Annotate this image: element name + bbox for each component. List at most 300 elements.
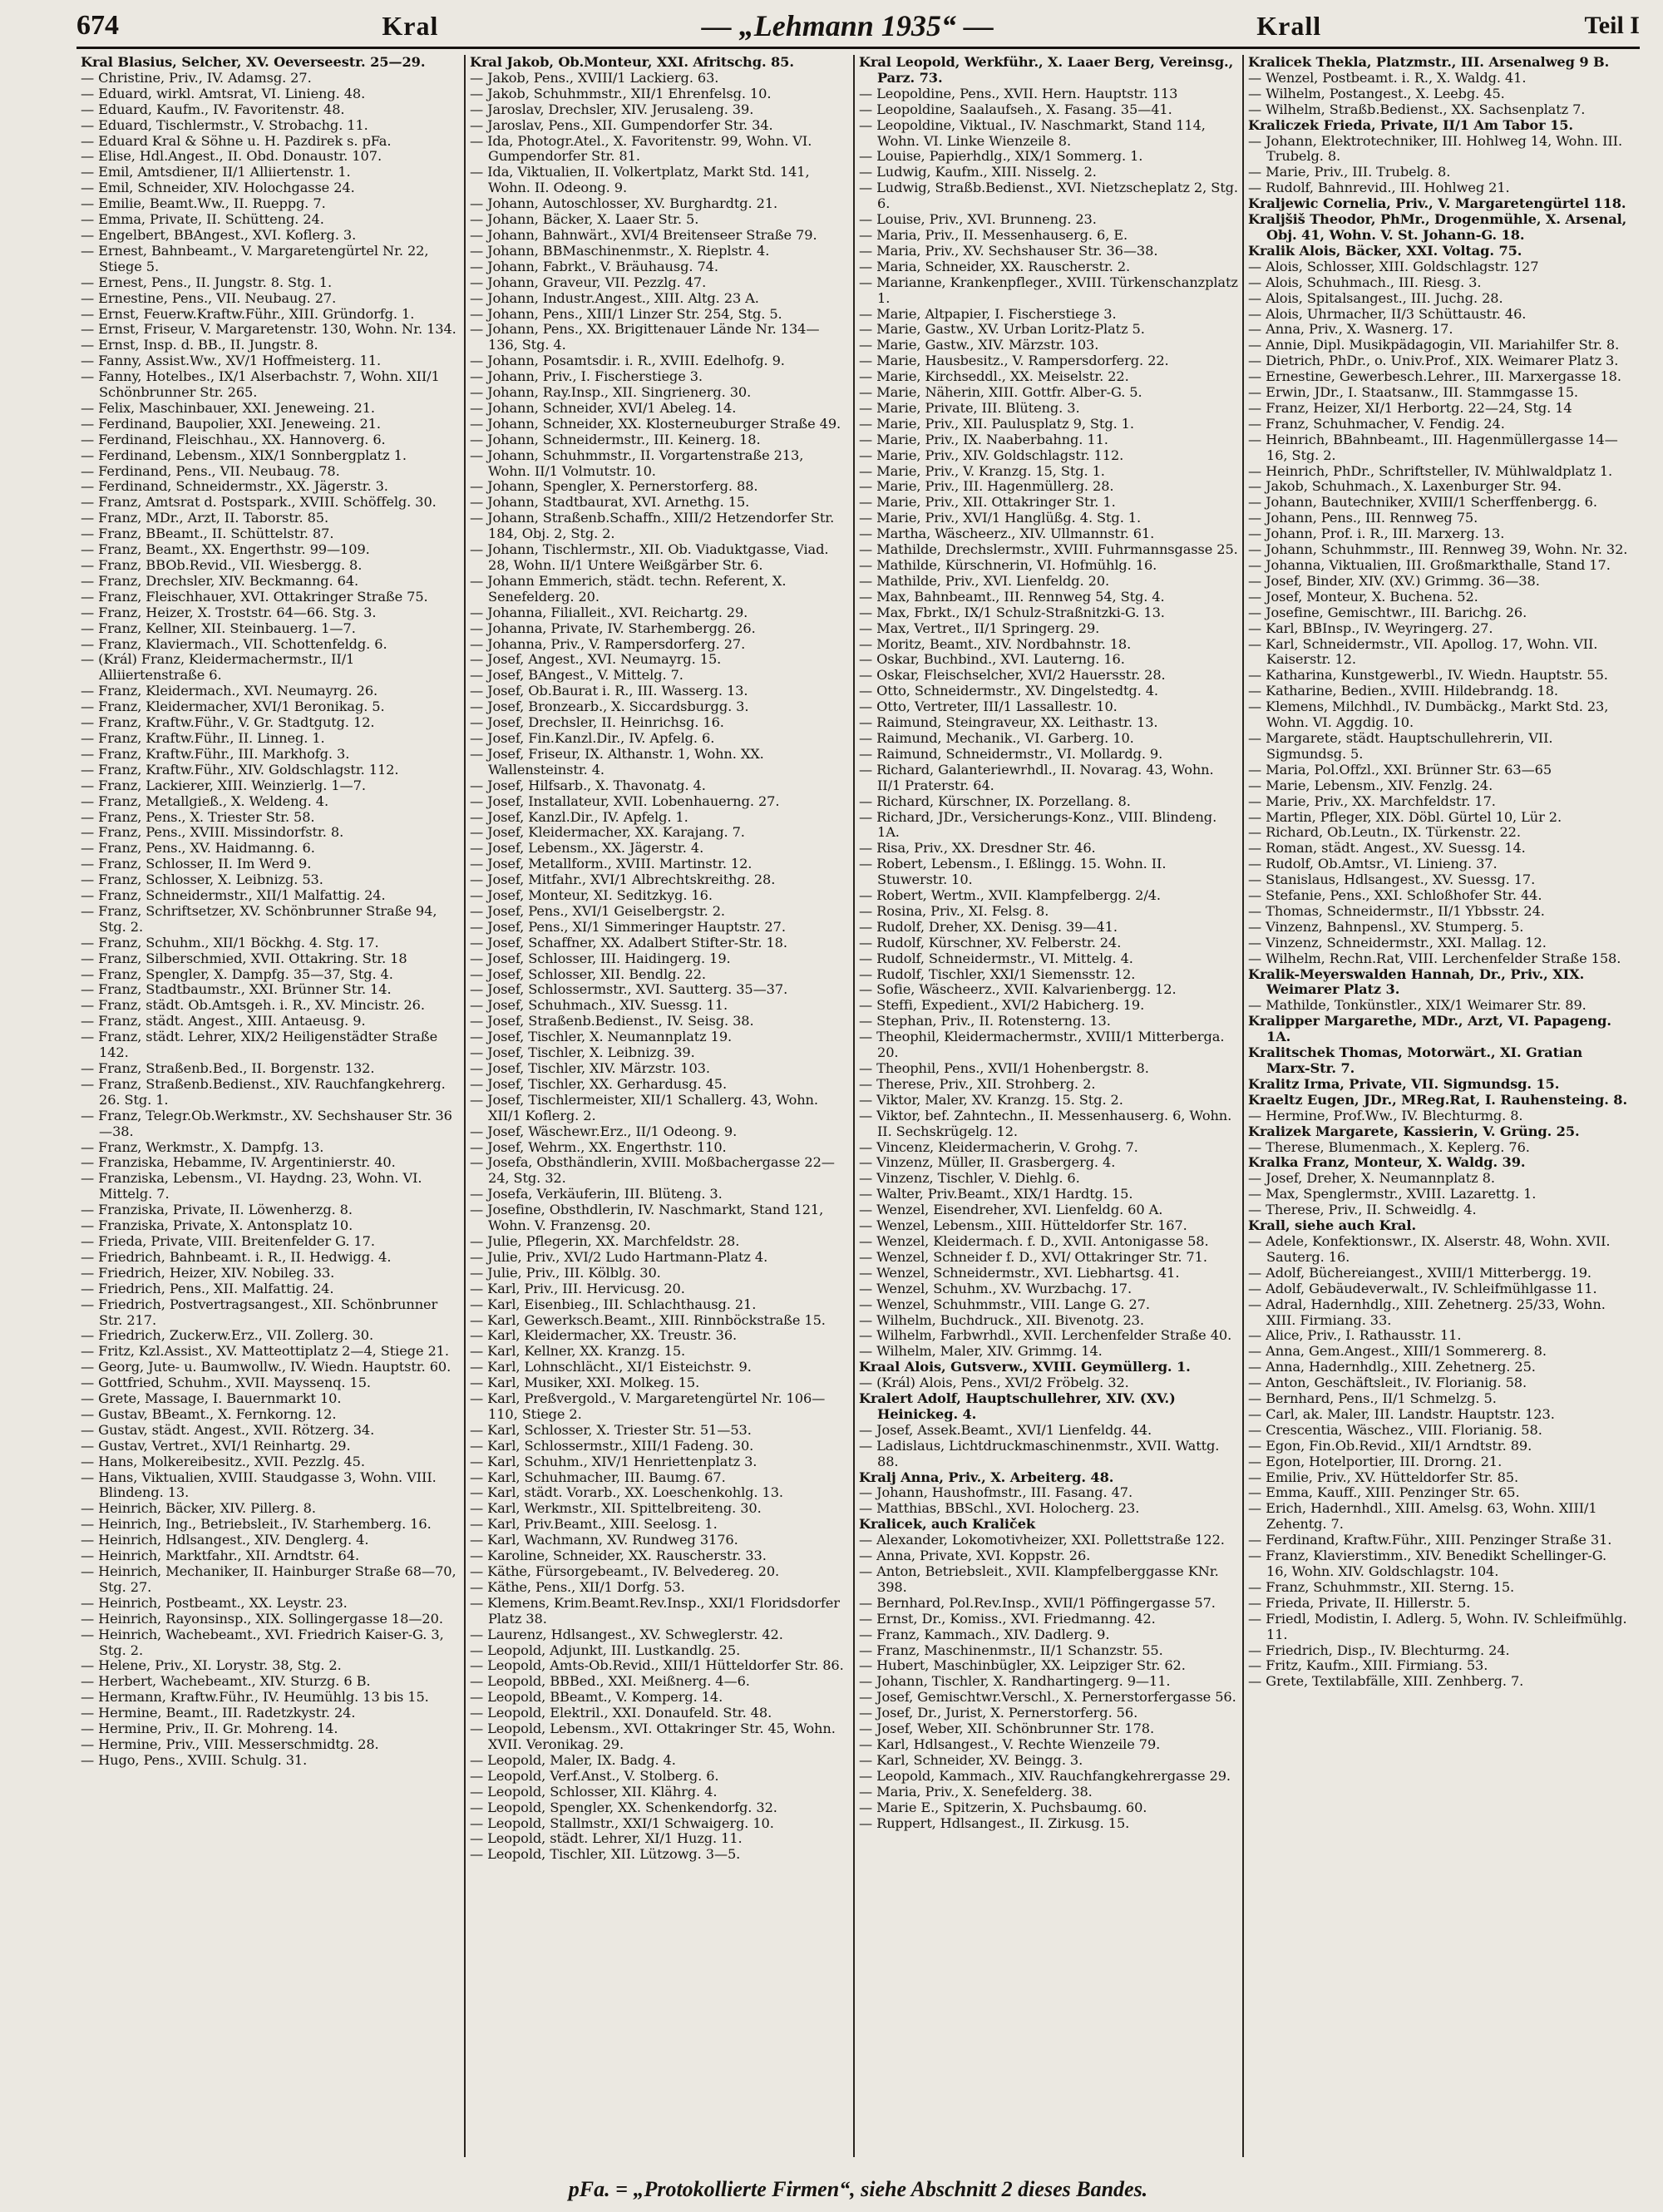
directory-entry: — Karoline, Schneider, XX. Rauscherstr. 33. [470,1548,767,1564]
directory-entry: — Karl, Schlosser, X. Triester Str. 51—53. [470,1421,752,1438]
directory-entry: — Hugo, Pens., XVIII. Schulg. 31. [81,1751,308,1768]
directory-entry: — Marie, Hausbesitz., V. Rampersdorferg. 22. [859,353,1169,369]
directory-entry: — Marianne, Krankenpfleger., XVIII. Türkenschanzplatz 1. [859,274,1238,306]
directory-entry: — Emma, Private, II. Schütteng. 24. [81,211,324,228]
directory-entry: — Emma, Kauff., XIII. Penzinger Str. 65. [1248,1484,1520,1501]
directory-entry: — Josef, Schlosser, III. Haidingerg. 19. [470,950,731,966]
directory-entry: — Julie, Priv., XVI/2 Ludo Hartmann-Platz 4. [470,1248,768,1265]
directory-entry: — Leopold, Stallmstr., XXI/1 Schwaigerg. 10. [470,1815,774,1831]
directory-entry: — Friedrich, Heizer, XIV. Nobileg. 33. [81,1264,335,1281]
directory-entry: — Franz, Kleidermach., XVI. Neumayrg. 26. [81,683,378,699]
directory-entry: — Johann, Priv., I. Fischerstiege 3. [470,368,703,385]
directory-entry: — Franz, Pens., X. Triester Str. 58. [81,808,315,825]
directory-entry: — Maria, Priv., XV. Sechshauser Str. 36—38. [859,242,1158,259]
directory-entry: — Eduard Kral & Söhne u. H. Pazdirek s. pFa. [81,132,392,149]
directory-entry: — Otto, Schneidermstr., XV. Dingelstedtg. 4. [859,683,1158,699]
directory-entry: — Johann, Straßenb.Schaffn., XIII/2 Hetzendorfer Str. 184, Obj. 2, Stg. 2. [470,510,835,542]
directory-entry: — Wenzel, Postbeamt. i. R., X. Waldg. 41. [1248,69,1527,86]
directory-entry: — Vinzenz, Tischler, V. Diehlg. 6. [859,1170,1080,1187]
directory-entry: Kraeltz Eugen, JDr., MReg.Rat, I. Rauhensteing. 8. [1248,1091,1627,1108]
directory-entry: — Louise, Papierhdlg., XIX/1 Sommerg. 1. [859,148,1143,165]
directory-entry: — Josef, Tischlermeister, XII/1 Schallerg. 43, Wohn. XII/1 Koflerg. 2. [470,1091,818,1123]
directory-entry: — Marie, Priv., XIV. Goldschlagstr. 112. [859,447,1124,463]
directory-entry: — Josefine, Obsthdlerin, IV. Naschmarkt, Stand 121, Wohn. V. Franzensg. 20. [470,1202,824,1234]
directory-entry: — Josef, Tischler, X. Leibnizg. 39. [470,1044,695,1061]
directory-entry: — Josef, Mitfahr., XVI/1 Albrechtskreithg. 28. [470,871,776,888]
directory-entry: — Richard, Ob.Leutn., IX. Türkenstr. 22. [1248,824,1521,841]
directory-entry: — Maria, Priv., II. Messenhauserg. 6, E. [859,226,1128,243]
directory-entry: — Josef, Dreher, X. Neumannplatz 8. [1248,1170,1495,1187]
directory-entry: — Hans, Molkereibesitz., XVII. Pezzlg. 45. [81,1453,365,1469]
directory-entry: — Josef, Fin.Kanzl.Dir., IV. Apfelg. 6. [470,729,715,746]
directory-entry: — Jakob, Schuhmmstr., XII/1 Ehrenfelsg. 10. [470,85,772,101]
directory-entry: — Hermine, Beamt., III. Radetzkystr. 24. [81,1705,356,1721]
directory-entry: — Margarete, städt. Hauptschullehrerin, VII. Sigmundsg. 5. [1248,729,1553,762]
directory-entry: — Friedl, Modistin, I. Adlerg. 5, Wohn. IV. Schleifmühlg. 11. [1248,1610,1627,1642]
directory-entry: — Franz, BBeamt., II. Schüttelstr. 87. [81,526,334,542]
directory-entry: — Maria, Priv., X. Senefelderg. 38. [859,1783,1093,1800]
directory-entry: — Johann, BBMaschinenmstr., X. Rieplstr. 4. [470,242,770,259]
directory-entry: — Johann, Schneidermstr., III. Keinerg. 18. [470,431,761,447]
directory-entry: — Egon, Fin.Ob.Revid., XII/1 Arndtstr. 89. [1248,1437,1532,1454]
directory-entry: — Rudolf, Ob.Amtsr., VI. Linieng. 37. [1248,856,1498,872]
directory-entry: — Adolf, Gebäudeverwalt., IV. Schleifmühlgasse 11. [1248,1280,1597,1296]
directory-entry: Kraljšiš Theodor, PhMr., Drogenmühle, X. Arsenal, Obj. 41, Wohn. V. St. Johann-G. 18. [1248,211,1627,243]
directory-entry: — Ludwig, Straßb.Bedienst., XVI. Nietzscheplatz 2, Stg. 6. [859,180,1238,212]
directory-entry: — Ludwig, Kaufm., XIII. Nisselg. 2. [859,164,1097,180]
directory-entry: — Franz, Fleischhauer, XVI. Ottakringer Straße 75. [81,588,428,605]
directory-entry: — Franziska, Private, X. Antonsplatz 10. [81,1217,353,1234]
directory-entry: — Vinzenz, Schneidermstr., XXI. Mallag. 12. [1248,934,1547,950]
directory-entry: — Katharina, Kunstgewerbl., IV. Wiedn. Hauptstr. 55. [1248,667,1608,684]
directory-entry: Kral Blasius, Selcher, XV. Oeverseestr. 25—29. [81,55,426,70]
directory-entry: — Anna, Gem.Angest., XIII/1 Sommererg. 8. [1248,1343,1547,1360]
directory-entry: — Karl, Eisenbieg., III. Schlachthausg. 21. [470,1296,757,1312]
directory-entry: — Heinrich, Rayonsinsp., XIX. Sollingergasse 18—20. [81,1610,443,1627]
directory-entry: — Josef, Pens., XI/1 Simmeringer Hauptstr. 27. [470,918,786,935]
directory-entry: — Josef, Ob.Baurat i. R., III. Wasserg. 13. [470,683,748,699]
directory-columns [76,55,1640,2157]
column-3 [855,55,1244,2157]
directory-entry: — Josef, Angest., XVI. Neumayrg. 15. [470,651,722,668]
directory-entry: — Johann, Elektrotechniker, III. Hohlweg 14, Wohn. III. Trubelg. 8. [1248,132,1623,165]
directory-entry: — Anna, Private, XVI. Koppstr. 26. [859,1548,1091,1564]
directory-entry: — Anna, Priv., X. Wasnerg. 17. [1248,321,1453,338]
column-1 [76,55,466,2157]
directory-entry: — Johann, Autoschlosser, XV. Burghardtg. 21. [470,195,778,212]
directory-entry: — Leopoldine, Saalaufseh., X. Fasang. 35—41. [859,101,1172,117]
directory-entry: Kral Jakob, Ob.Monteur, XXI. Afritschg. 85. [470,55,794,70]
directory-entry: — Marie, Gastw., XV. Urban Loritz-Platz 5. [859,321,1145,338]
directory-entry: — Johann, Schuhmmstr., III. Rennweg 39, Wohn. Nr. 32. [1248,541,1628,558]
directory-entry: — Ernst, Feuerw.Kraftw.Führ., XIII. Gründorfg. 1. [81,305,415,322]
directory-entry: — Heinrich, Bäcker, XIV. Pillerg. 8. [81,1500,316,1517]
directory-entry: — Richard, Kürschner, IX. Porzellang. 8. [859,792,1131,809]
directory-entry: — Franz, Schlosser, X. Leibnizg. 53. [81,871,323,888]
directory-entry: — Leopold, Schlosser, XII. Klährg. 4. [470,1783,718,1800]
directory-entry: — Matthias, BBSchl., XVI. Holocherg. 23. [859,1500,1140,1517]
directory-entry: — Ernst, Friseur, V. Margaretenstr. 130, Wohn. Nr. 134. [81,321,456,338]
directory-entry: — Heinrich, Postbeamt., XX. Leystr. 23. [81,1594,348,1611]
directory-entry: — Franz, Straßenb.Bedienst., XIV. Rauchfangkehrerg. 26. Stg. 1. [81,1075,446,1108]
directory-entry: Kraliczek Frieda, Private, II/1 Am Tabor 15. [1248,116,1573,133]
directory-entry: — Risa, Priv., XX. Dresdner Str. 46. [859,840,1096,857]
directory-entry: — Oskar, Fleischselcher, XVI/2 Hauersstr. 28. [859,667,1166,684]
directory-entry: — Johanna, Viktualien, III. Großmarkthalle, Stand 17. [1248,557,1611,573]
directory-entry: — Grete, Textilabfälle, XIII. Zenhberg. 7. [1248,1673,1524,1690]
directory-entry: — (Král) Franz, Kleidermachermstr., II/1 Alliiertenstraße 6. [81,651,355,684]
directory-entry: — Theophil, Kleidermachermstr., XVIII/1 Mitterberga. 20. [859,1029,1225,1061]
directory-entry: — Josef, Tischler, XX. Gerhardusg. 45. [470,1075,728,1092]
directory-entry: — Josef, Wäschewr.Erz., II/1 Odeong. 9. [470,1123,738,1139]
directory-entry: — Ernestine, Pens., VII. Neubaug. 27. [81,289,337,306]
directory-entry: — Karl, Schneider, XV. Beingg. 3. [859,1751,1083,1768]
directory-entry: — Johann, Fabrkt., V. Bräuhausg. 74. [470,258,718,274]
directory-entry: Kraljewic Cornelia, Priv., V. Margaretengürtel 118. [1248,195,1626,212]
directory-entry: — Karl, Hdlsangest., V. Rechte Wienzeile 79. [859,1736,1161,1752]
directory-entry: — Heinrich, BBahnbeamt., III. Hagenmüllergasse 14—16, Stg. 2. [1248,431,1618,463]
header-keyword-right: Krall [1256,10,1322,41]
directory-entry: — Karl, Schlossermstr., XIII/1 Fadeng. 30. [470,1437,754,1454]
directory-entry: — Julie, Priv., III. Kölblg. 30. [470,1264,661,1281]
directory-entry: — Franz, Schuhmmstr., XII. Sterng. 15. [1248,1578,1515,1595]
directory-entry: — Robert, Wertm., XVII. Klampfelbergg. 2/4. [859,887,1161,904]
directory-entry: — Alois, Schlosser, XIII. Goldschlagstr. 127 [1248,258,1539,274]
directory-entry: — Rudolf, Schneidermstr., VI. Mittelg. 4. [859,950,1133,966]
directory-entry: — Adolf, Büchereiangest., XVIII/1 Mitterbergg. 19. [1248,1264,1591,1281]
directory-entry: — Mathilde, Tonkünstler., XIX/1 Weimarer Str. 89. [1248,997,1587,1014]
directory-entry: — Alice, Priv., I. Rathausstr. 11. [1248,1327,1462,1344]
directory-entry: Krall, siehe auch Kral. [1248,1217,1417,1234]
directory-entry: — Franz, Schlosser, II. Im Werd 9. [81,856,312,872]
directory-entry: — Josef, Assek.Beamt., XVI/1 Lienfeldg. 44. [859,1421,1152,1438]
directory-entry: — Marie, Altpapier, I. Fischerstiege 3. [859,305,1117,322]
directory-entry: — Jakob, Schuhmach., X. Laxenburger Str. 94. [1248,478,1562,495]
directory-entry: — Ruppert, Hdlsangest., II. Zirkusg. 15. [859,1815,1130,1831]
directory-entry: — Marie, Priv., XII. Paulusplatz 9, Stg. 1. [859,415,1134,432]
directory-entry: — Karl, Kleidermacher, XX. Treustr. 36. [470,1327,738,1344]
directory-entry: — Hermine, Priv., VIII. Messerschmidtg. 28. [81,1736,379,1752]
directory-entry: — Georg, Jute- u. Baumwollw., IV. Wiedn. Hauptstr. 60. [81,1359,452,1375]
directory-entry: — Rudolf, Bahnrevid., III. Hohlweg 21. [1248,180,1510,196]
directory-entry: — Ferdinand, Lebensm., XIX/1 Sonnbergplatz 1. [81,447,407,463]
directory-entry: — Gustav, städt. Angest., XVII. Rötzerg. 34. [81,1421,375,1438]
directory-entry: — Ferdinand, Baupolier, XXI. Jeneweing. 21. [81,415,381,432]
directory-entry: — Fanny, Assist.Ww., XV/1 Hoffmeisterg. 11. [81,353,381,369]
directory-entry: — Karl, Schuhmacher, III. Baumg. 67. [470,1469,726,1485]
directory-entry: — Felix, Maschinbauer, XXI. Jeneweing. 21. [81,399,375,416]
header-rule [76,47,1640,49]
directory-entry: — Franz, Schuhm., XII/1 Böckhg. 4. Stg. 17. [81,934,379,950]
directory-entry: — Josef, Wehrm., XX. Engerthstr. 110. [470,1138,727,1155]
directory-entry: — Stanislaus, Hdlsangest., XV. Suessg. 17. [1248,871,1536,888]
directory-entry: — Franz, Metallgieß., X. Weldeng. 4. [81,792,328,809]
directory-entry: Kralka Franz, Monteur, X. Waldg. 39. [1248,1154,1526,1171]
directory-entry: — Karl, Preßvergold., V. Margaretengürtel Nr. 106—110, Stiege 2. [470,1390,826,1422]
directory-entry: — Ferdinand, Schneidermstr., XX. Jägerstr. 3. [81,478,388,495]
directory-entry: — Josef, Schuhmach., XIV. Suessg. 11. [470,997,728,1014]
directory-entry: — Marie, Priv., III. Hagenmüllerg. 28. [859,478,1114,495]
directory-entry: — Leopold, Lebensm., XVI. Ottakringer Str. 45, Wohn. XVII. Veronikag. 29. [470,1721,836,1752]
directory-entry: — Erich, Hadernhdl., XIII. Amelsg. 63, Wohn. XIII/1 Zehentg. 7. [1248,1500,1597,1533]
directory-entry: — Mathilde, Priv., XVI. Lienfeldg. 20. [859,572,1110,589]
directory-entry: — Josef, Friseur, IX. Althanstr. 1, Wohn. XX. Wallensteinstr. 4. [470,745,764,778]
directory-entry: — Raimund, Mechanik., VI. Garberg. 10. [859,729,1134,746]
directory-entry: — Fritz, Kaufm., XIII. Firmiang. 53. [1248,1657,1488,1674]
directory-entry: — Fanny, Hotelbes., IX/1 Alserbachstr. 7, Wohn. XII/1 Schönbrunner Str. 265. [81,368,440,401]
directory-entry: — Leopold, städt. Lehrer, XI/1 Huzg. 11. [470,1830,743,1847]
directory-entry: — Franz, Klavierstimm., XIV. Benedikt Schellinger-G. 16, Wohn. XIV. Goldschlagstr. 104. [1248,1548,1606,1579]
directory-entry: Kralj Anna, Priv., X. Arbeiterg. 48. [859,1469,1114,1485]
directory-entry: — Franz, Spengler, X. Dampfg. 35—37, Stg. 4. [81,965,393,982]
directory-entry: — Grete, Massage, I. Bauernmarkt 10. [81,1390,342,1407]
directory-entry: — Franz, Lackierer, XIII. Weinzierlg. 1—7. [81,777,366,793]
directory-entry: — Marie, Lebensm., XIV. Fenzlg. 24. [1248,777,1493,793]
directory-entry: — Wenzel, Lebensm., XIII. Hütteldorfer Str. 167. [859,1217,1187,1234]
directory-entry: — Frieda, Private, II. Hillerstr. 5. [1248,1594,1471,1611]
directory-entry: — Marie, Priv., XX. Marchfeldstr. 17. [1248,792,1496,809]
directory-entry: — Johann, Posamtsdir. i. R., XVIII. Edelhofg. 9. [470,353,785,369]
directory-entry: — Johann, Spengler, X. Pernerstorferg. 88. [470,478,758,495]
directory-entry: — Leopold, Adjunkt, III. Lustkandlg. 25. [470,1642,741,1658]
directory-entry: — Franz, Drechsler, XIV. Beckmanng. 64. [81,572,359,589]
directory-entry: — Josef, BAngest., V. Mittelg. 7. [470,667,683,684]
directory-entry: — Annie, Dipl. Musikpädagogin, VII. Mariahilfer Str. 8. [1248,337,1620,353]
directory-entry: — Max, Bahnbeamt., III. Rennweg 54, Stg. 4. [859,588,1165,605]
directory-entry: — Johann, Prof. i. R., III. Marxerg. 13. [1248,526,1505,542]
directory-entry: — Eduard, Tischlermstr., V. Strobachg. 11. [81,116,368,133]
directory-entry: — Johann, Schuhmmstr., II. Vorgartenstraße 213, Wohn. II/1 Volmutstr. 10. [470,447,804,479]
directory-entry: — Roman, städt. Angest., XV. Suessg. 14. [1248,840,1526,857]
directory-entry: — Josef, Drechsler, II. Heinrichsg. 16. [470,714,724,731]
directory-entry: — Franz, Amtsrat d. Postspark., XVIII. Schöffelg. 30. [81,494,437,511]
directory-entry: — Josef, Monteur, X. Buchena. 52. [1248,588,1478,605]
directory-entry: — Jaroslav, Pens., XII. Gumpendorfer Str. 34. [470,116,773,133]
directory-entry: — Alois, Schuhmach., III. Riesg. 3. [1248,274,1482,290]
directory-entry: — Frieda, Private, VIII. Breitenfelder G. 17. [81,1232,375,1249]
directory-entry: — Emil, Schneider, XIV. Holochgasse 24. [81,180,355,196]
directory-entry: — Egon, Hotelportier, III. Drorng. 21. [1248,1453,1503,1469]
directory-entry: — Marie, Näherin, XIII. Gottfr. Alber-G. 5. [859,384,1142,401]
directory-entry: — Heinrich, Marktfahr., XII. Arndtstr. 64. [81,1548,360,1564]
directory-entry: — Franz, Kammach., XIV. Dadlerg. 9. [859,1626,1110,1642]
directory-entry: — Franz, Heizer, XI/1 Herbortg. 22—24, Stg. 14 [1248,399,1572,416]
directory-entry: — Franz, städt. Lehrer, XIX/2 Heiligenstädter Straße 142. [81,1029,438,1061]
directory-entry: — Martha, Wäscheerz., XIV. Ullmannstr. 61. [859,526,1155,542]
directory-entry: — Johann, Pens., III. Rennweg 75. [1248,510,1478,526]
directory-entry: — Herbert, Wachebeamt., XIV. Sturzg. 6 B. [81,1673,371,1690]
directory-entry: — Johann, Bautechniker, XVIII/1 Scherffenbergg. 6. [1248,494,1597,511]
directory-entry: — Ida, Viktualien, II. Volkertplatz, Markt Std. 141, Wohn. II. Odeong. 9. [470,164,810,196]
directory-entry: — Richard, Galanteriewrhdl., II. Novarag. 43, Wohn. II/1 Praterstr. 64. [859,761,1214,793]
directory-entry: — Marie, Priv., IX. Naaberbahng. 11. [859,431,1108,447]
directory-entry: — Hubert, Maschinbügler, XX. Leipziger Str. 62. [859,1657,1186,1674]
directory-entry: — Gottfried, Schuhm., XVII. Mayssenq. 15. [81,1375,371,1391]
directory-entry: — Franz, Kraftw.Führ., XIV. Goldschlagstr. 112. [81,761,399,778]
directory-entry: — Ferdinand, Fleischhau., XX. Hannoverg. 6. [81,431,386,447]
directory-entry: — Josefa, Verkäuferin, III. Blüteng. 3. [470,1186,723,1202]
directory-entry: — Johann Emmerich, städt. techn. Referent, X. Senefelderg. 20. [470,572,787,605]
directory-entry: — Wilhelm, Buchdruck., XII. Bivenotg. 23. [859,1311,1144,1328]
directory-entry: — Christine, Priv., IV. Adamsg. 27. [81,69,312,86]
part-label: Teil I [1584,12,1640,39]
directory-entry: — Anton, Betriebsleit., XVII. Klampfelberggasse KNr. 398. [859,1563,1219,1595]
directory-entry: — Elise, Hdl.Angest., II. Obd. Donaustr. 107. [81,148,382,165]
directory-entry: — Josef, Pens., XVI/1 Geiselbergstr. 2. [470,902,725,919]
directory-entry: — Johann, Graveur, VII. Pezzlg. 47. [470,274,707,290]
directory-entry: — Rosina, Priv., XI. Felsg. 8. [859,902,1049,919]
directory-entry: — Franz, Straßenb.Bed., II. Borgenstr. 132. [81,1060,375,1076]
directory-entry: — Moritz, Beamt., XIV. Nordbahnstr. 18. [859,635,1132,652]
directory-entry: — Heinrich, Wachebeamt., XVI. Friedrich Kaiser-G. 3, Stg. 2. [81,1626,444,1658]
directory-entry: — Oskar, Buchbind., XVI. Lauterng. 16. [859,651,1125,668]
directory-entry: Kralert Adolf, Hauptschullehrer, XIV. (XV.) Heinickeg. 4. [859,1390,1176,1422]
directory-entry: — Franz, Beamt., XX. Engerthstr. 99—109. [81,541,370,558]
directory-entry: — Franz, Pens., XV. Haidmanng. 6. [81,840,315,857]
directory-entry: — Leopold, BBeamt., V. Komperg. 14. [470,1689,723,1706]
directory-entry: — Steffi, Expedient., XVI/2 Habicherg. 19. [859,997,1145,1014]
directory-entry: — Franz, Kraftw.Führ., V. Gr. Stadtgutg. 12. [81,714,375,731]
directory-entry: — Laurenz, Hdlsangest., XV. Schweglerstr. 42. [470,1626,783,1642]
directory-entry: — Josef, Weber, XII. Schönbrunner Str. 178. [859,1721,1155,1737]
directory-entry: — Ida, Photogr.Atel., X. Favoritenstr. 99, Wohn. VI. Gumpendorfer Str. 81. [470,132,812,165]
directory-entry: — Franz, Schriftsetzer, XV. Schönbrunner Straße 94, Stg. 2. [81,902,437,935]
directory-entry: — Mathilde, Kürschnerin, VI. Hofmühlg. 16. [859,557,1157,573]
directory-entry: — Max, Fbrkt., IX/1 Schulz-Straßnitzki-G. 13. [859,604,1165,620]
directory-entry: — Hans, Viktualien, XVIII. Staudgasse 3, Wohn. VIII. Blindeng. 13. [81,1469,437,1501]
directory-entry: — Julie, Pflegerin, XX. Marchfeldstr. 28. [470,1232,740,1249]
directory-entry: — Johann, Industr.Angest., XIII. Altg. 23 A. [470,289,759,306]
directory-entry: — Therese, Blumenmach., X. Keplerg. 76. [1248,1138,1530,1155]
page-header [76,7,1640,45]
directory-entry: — Leopoldine, Pens., XVII. Hern. Hauptstr. 113 [859,85,1178,101]
directory-entry: — Therese, Priv., XII. Strohberg. 2. [859,1075,1096,1092]
directory-entry: — Helene, Priv., XI. Lorystr. 38, Stg. 2. [81,1657,342,1674]
directory-entry: — Marie, Kirchseddl., XX. Meiselstr. 22. [859,368,1129,385]
directory-entry: — Wilhelm, Farbwrhdl., XVII. Lerchenfelder Straße 40. [859,1327,1232,1344]
directory-entry: — Alois, Spitalsangest., III. Juchg. 28. [1248,289,1503,306]
directory-entry: — Wenzel, Schuhmmstr., VIII. Lange G. 27. [859,1296,1150,1312]
directory-entry: — Karl, Schuhm., XIV/1 Henriettenplatz 3. [470,1453,757,1469]
directory-entry: — Ferdinand, Kraftw.Führ., XIII. Penzinger Straße 31. [1248,1532,1612,1548]
directory-entry: — Dietrich, PhDr., o. Univ.Prof., XIX. Weimarer Platz 3. [1248,353,1619,369]
directory-entry: — Alois, Uhrmacher, II/3 Schüttaustr. 46. [1248,305,1527,322]
directory-entry: — Johann, Stadtbaurat, XVI. Arnethg. 15. [470,494,750,511]
directory-entry: — Josef, Schlosser, XII. Bendlg. 22. [470,965,706,982]
directory-entry: — Raimund, Schneidermstr., VI. Mollardg. 9. [859,745,1163,762]
directory-entry: — Karl, Priv., III. Hervicusg. 20. [470,1280,685,1296]
directory-entry: Kralik-Meyerswalden Hannah, Dr., Priv., XIX. Weimarer Platz 3. [1248,965,1585,998]
directory-entry: — Josef, Installateur, XVII. Lobenhauerng. 27. [470,792,780,809]
directory-entry: — Johann, Tischler, X. Randhartingerg. 9—11. [859,1673,1171,1690]
directory-entry: — Karl, Priv.Beamt., XIII. Seelosg. 1. [470,1516,718,1533]
directory-entry: — Hermine, Priv., II. Gr. Mohreng. 14. [81,1721,338,1737]
directory-entry: — Anton, Geschäftsleit., IV. Florianig. 58. [1248,1375,1527,1391]
directory-entry: — Leopold, Maler, IX. Badg. 4. [470,1751,676,1768]
directory-entry: — Karl, BBInsp., IV. Weyringerg. 27. [1248,620,1493,636]
directory-entry: — Rudolf, Kürschner, XV. Felberstr. 24. [859,934,1122,950]
directory-entry: — Johann, Pens., XIII/1 Linzer Str. 254, Stg. 5. [470,305,782,322]
directory-entry: — Friedrich, Pens., XII. Malfattig. 24. [81,1280,334,1296]
directory-entry: — Franz, Heizer, X. Troststr. 64—66. Stg. 3. [81,604,377,620]
directory-entry: — Erwin, JDr., I. Staatsanw., III. Stammgasse 15. [1248,384,1578,401]
directory-entry: — Franziska, Hebamme, IV. Argentinierstr. 40. [81,1154,396,1171]
directory-entry: — Franz, Schuhmacher, V. Fendig. 24. [1248,415,1505,432]
directory-entry: — Leopold, BBBed., XXI. Meißnerg. 4—6. [470,1673,750,1690]
directory-entry: — Johann, Bahnwärt., XVI/4 Breitenseer Straße 79. [470,226,817,243]
header-keyword-left: Kral [382,10,439,41]
directory-entry: — Franz, MDr., Arzt, II. Taborstr. 85. [81,510,329,526]
directory-entry: — Friedrich, Bahnbeamt. i. R., II. Hedwigg. 4. [81,1248,392,1265]
directory-entry: — Johann, Haushofmstr., III. Fasang. 47. [859,1484,1133,1501]
directory-entry: — Josef, Binder, XIV. (XV.) Grimmg. 36—38. [1248,572,1540,589]
directory-entry: — Max, Vertret., II/1 Springerg. 29. [859,620,1100,636]
directory-entry: — Josef, Hilfsarb., X. Thavonatg. 4. [470,777,706,793]
directory-entry: — Klemens, Krim.Beamt.Rev.Insp., XXI/1 Floridsdorfer Platz 38. [470,1594,840,1627]
directory-entry: — Crescentia, Wäschez., VIII. Florianig. 58. [1248,1421,1542,1438]
directory-entry: — Gustav, Vertret., XVI/1 Reinhartg. 29. [81,1437,351,1454]
directory-entry: — Franz, Kellner, XII. Steinbauerg. 1—7. [81,620,356,636]
directory-entry: — Josef, Tischler, XIV. Märzstr. 103. [470,1060,710,1076]
directory-entry: — Josef, Gemischtwr.Verschl., X. Pernerstorfergasse 56. [859,1689,1236,1706]
directory-entry: — Franziska, Private, II. Löwenherzg. 8. [81,1202,353,1218]
directory-entry: — Theophil, Pens., XVII/1 Hohenbergstr. 8. [859,1060,1149,1076]
directory-entry: — Johanna, Priv., V. Rampersdorferg. 27. [470,635,746,652]
directory-entry: — Emil, Amtsdiener, II/1 Alliiertenstr. 1. [81,164,351,180]
directory-entry: — Josef, Straßenb.Bedienst., IV. Seisg. 38. [470,1013,754,1029]
directory-entry: — Karl, Gewerksch.Beamt., XIII. Rinnböckstraße 15. [470,1311,826,1328]
directory-entry: — Leopold, Elektril., XXI. Donaufeld. Str. 48. [470,1705,772,1721]
directory-entry: — Karl, Werkmstr., XII. Spittelbreiteng. 30. [470,1500,762,1517]
directory-entry: — Ernst, Insp. d. BB., II. Jungstr. 8. [81,337,318,353]
directory-entry: — Josef, Kanzl.Dir., IV. Apfelg. 1. [470,808,688,825]
directory-entry: — Johann, Schneider, XVI/1 Abeleg. 14. [470,399,737,416]
directory-entry: — Rudolf, Dreher, XX. Denisg. 39—41. [859,918,1118,935]
directory-entry: — Franz, Kraftw.Führ., III. Markhofg. 3. [81,745,350,762]
directory-entry: — Adele, Konfektionswr., IX. Alserstr. 48, Wohn. XVII. Sauterg. 16. [1248,1232,1611,1265]
directory-entry: — Leopold, Spengler, XX. Schenkendorfg. 32. [470,1799,777,1815]
directory-entry: — Franz, Silberschmied, XVII. Ottakring. Str. 18 [81,950,407,966]
directory-entry: — Raimund, Steingraveur, XX. Leithastr. 13. [859,714,1158,731]
directory-entry: — Viktor, bef. Zahntechn., II. Messenhauserg. 6, Wohn. II. Sechskrügelg. 12. [859,1107,1232,1139]
directory-entry: — Franz, städt. Ob.Amtsgeh. i. R., XV. Mincistr. 26. [81,997,425,1014]
directory-entry: — Franz, Maschinenmstr., II/1 Schanzstr. 55. [859,1642,1163,1658]
directory-entry: — Josef, Monteur, XI. Seditzkyg. 16. [470,887,713,904]
directory-entry: — Martin, Pfleger, XIX. Döbl. Gürtel 10, Lür 2. [1248,808,1562,825]
directory-entry: — Wenzel, Schuhm., XV. Wurzbachg. 17. [859,1280,1132,1296]
directory-entry: — Thomas, Schneidermstr., II/1 Ybbsstr. 24. [1248,902,1545,919]
directory-entry: — Leopold, Tischler, XII. Lützowg. 3—5. [470,1846,741,1863]
directory-entry: — Ferdinand, Pens., VII. Neubaug. 78. [81,462,340,479]
directory-entry: — Klemens, Milchhdl., IV. Dumbäckg., Markt Std. 23, Wohn. VI. Aggdig. 10. [1248,699,1609,731]
directory-entry: — Therese, Priv., II. Schweidlg. 4. [1248,1202,1477,1218]
directory-entry: — Leopold, Kammach., XIV. Rauchfangkehrergasse 29. [859,1767,1231,1784]
directory-entry: — Vincenz, Kleidermacherin, V. Grohg. 7. [859,1138,1138,1155]
directory-entry: Kralitz Irma, Private, VII. Sigmundsg. 15. [1248,1075,1560,1092]
directory-entry: — Vinzenz, Bahnpensl., XV. Stumperg. 5. [1248,918,1524,935]
directory-title: — „Lehmann 1935“ — [701,9,994,42]
directory-entry: Kralicek, auch Kraliček [859,1516,1036,1533]
directory-entry: — Franz, BBOb.Revid., VII. Wiesbergg. 8. [81,557,363,573]
directory-entry: — Heinrich, PhDr., Schriftsteller, IV. Mühlwaldplatz 1. [1248,462,1613,479]
directory-entry: — Heinrich, Hdlsangest., XIV. Denglerg. 4. [81,1532,369,1548]
directory-entry: Kralitschek Thomas, Motorwärt., XI. Gratian Marx-Str. 7. [1248,1044,1583,1076]
directory-entry: — Johanna, Private, IV. Starhembergg. 26. [470,620,756,636]
directory-entry: — Leopold, Verf.Anst., V. Stolberg. 6. [470,1767,719,1784]
directory-entry: — Karl, Kellner, XX. Kranzg. 15. [470,1343,686,1360]
directory-entry: — Louise, Priv., XVI. Brunneng. 23. [859,211,1097,228]
directory-entry: — Wenzel, Kleidermach. f. D., XVII. Antonigasse 58. [859,1232,1209,1249]
